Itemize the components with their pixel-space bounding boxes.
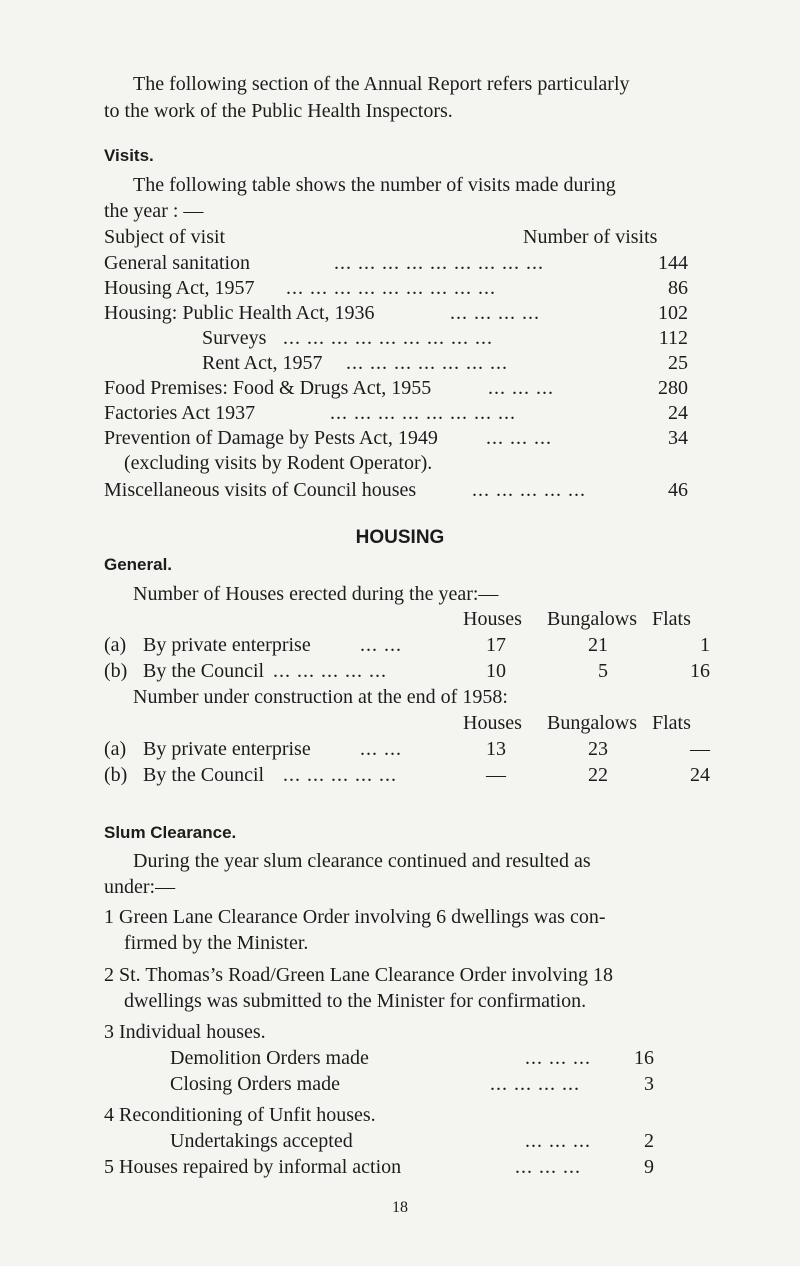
visit-row-label: (excluding visits by Rodent Operator). <box>124 452 433 474</box>
bungalows-value: 22 <box>588 764 608 786</box>
flats-value: 16 <box>690 660 710 682</box>
leader-dots: ... ... ... ... ... ... ... ... ... <box>286 277 496 299</box>
slum-item-2-line-1: 2 St. Thomas’s Road/Green Lane Clearance Order involving 18 <box>104 964 613 986</box>
visit-row-label: Factories Act 1937 <box>104 402 256 424</box>
slum-item-5-label: 5 Houses repaired by informal action <box>104 1156 402 1178</box>
col-flats-header: Flats <box>652 712 691 734</box>
demolition-label: Demolition Orders made <box>170 1047 369 1069</box>
row-label: By the Council <box>143 764 265 786</box>
slum-heading: Slum Clearance. <box>104 823 237 842</box>
leader-dots: ... ... ... <box>515 1156 581 1178</box>
visit-row-value: 25 <box>668 352 688 374</box>
slum-item-2-line-2: dwellings was submitted to the Minister for confirmation. <box>124 990 587 1012</box>
visit-row-value: 24 <box>668 402 688 424</box>
visit-row-label: Prevention of Damage by Pests Act, 1949 <box>104 427 438 449</box>
visits-intro-1: The following table shows the number of visits made during <box>133 174 616 196</box>
houses-value: 17 <box>486 634 506 656</box>
leader-dots: ... ... ... ... <box>450 302 540 324</box>
visit-row-label: Rent Act, 1957 <box>202 352 323 374</box>
row-label: By private enterprise <box>143 738 311 760</box>
slum-item-1-line-2: firmed by the Minister. <box>124 932 309 954</box>
slum-item-1-line-1: 1 Green Lane Clearance Order involving 6 dwellings was con- <box>104 906 606 928</box>
undertakings-value: 2 <box>644 1130 654 1152</box>
visit-row-label: Miscellaneous visits of Council houses <box>104 479 417 501</box>
visit-row-value: 86 <box>668 277 688 299</box>
leader-dots: ... ... ... ... ... ... ... <box>346 352 508 374</box>
houses-value: — <box>486 764 506 786</box>
housing-title: HOUSING <box>355 527 445 548</box>
bungalows-value: 23 <box>588 738 608 760</box>
slum-item-3: 3 Individual houses. <box>104 1021 266 1043</box>
visit-row-value: 34 <box>668 427 688 449</box>
visit-row-label: Housing: Public Health Act, 1936 <box>104 302 375 324</box>
leader-dots: ... ... ... ... ... ... ... ... ... <box>283 327 493 349</box>
slum-intro-1: During the year slum clearance continued and resulted as <box>133 850 591 872</box>
leader-dots: ... ... ... <box>488 377 554 399</box>
general-heading: General. <box>104 555 173 574</box>
leader-dots: ... ... ... ... ... <box>472 479 586 501</box>
flats-value: 24 <box>690 764 710 786</box>
slum-item-5-value: 9 <box>644 1156 654 1178</box>
visit-row-label: Housing Act, 1957 <box>104 277 255 299</box>
leader-dots: ... ... ... ... <box>490 1073 580 1095</box>
leader-dots: ... ... ... ... ... ... ... ... ... <box>334 252 544 274</box>
erected-intro: Number of Houses erected during the year:— <box>133 583 499 605</box>
flats-value: 1 <box>700 634 710 656</box>
col-number-header: Number of visits <box>523 226 658 248</box>
page-number: 18 <box>392 1199 408 1216</box>
bungalows-value: 5 <box>598 660 608 682</box>
visit-row-value: 280 <box>658 377 688 399</box>
visit-row-value: 102 <box>658 302 688 324</box>
row-tag: (b) <box>104 764 128 786</box>
leader-dots: ... ... <box>360 738 402 760</box>
col-houses-header: Houses <box>463 712 522 734</box>
construction-intro: Number under construction at the end of 1958: <box>133 686 508 708</box>
intro-line-1: The following section of the Annual Report refers particularly <box>133 73 630 95</box>
col-bungalows-header: Bungalows <box>547 712 637 734</box>
houses-value: 10 <box>486 660 506 682</box>
leader-dots: ... ... ... ... ... <box>273 660 387 682</box>
visits-intro-2: the year : — <box>104 200 204 222</box>
visit-row-value: 46 <box>668 479 688 501</box>
flats-value: — <box>690 738 710 760</box>
slum-intro-2: under:— <box>104 876 176 898</box>
leader-dots: ... ... ... <box>525 1130 591 1152</box>
row-tag: (a) <box>104 634 127 656</box>
visit-row-value: 112 <box>658 327 688 349</box>
closing-value: 3 <box>644 1073 654 1095</box>
leader-dots: ... ... ... <box>525 1047 591 1069</box>
visit-row-value: 144 <box>658 252 688 274</box>
leader-dots: ... ... <box>360 634 402 656</box>
closing-label: Closing Orders made <box>170 1073 340 1095</box>
intro-line-2: to the work of the Public Health Inspectors. <box>104 100 453 122</box>
houses-value: 13 <box>486 738 506 760</box>
row-label: By the Council <box>143 660 265 682</box>
col-bungalows-header: Bungalows <box>547 608 637 630</box>
leader-dots: ... ... ... <box>486 427 552 449</box>
slum-item-4: 4 Reconditioning of Unfit houses. <box>104 1104 376 1126</box>
demolition-value: 16 <box>634 1047 654 1069</box>
visits-heading: Visits. <box>104 146 154 165</box>
visit-row-label: Food Premises: Food & Drugs Act, 1955 <box>104 377 432 399</box>
row-tag: (a) <box>104 738 127 760</box>
col-houses-header: Houses <box>463 608 522 630</box>
bungalows-value: 21 <box>588 634 608 656</box>
row-tag: (b) <box>104 660 128 682</box>
visit-row-label: General sanitation <box>104 252 251 274</box>
undertakings-label: Undertakings accepted <box>170 1130 353 1152</box>
col-flats-header: Flats <box>652 608 691 630</box>
row-label: By private enterprise <box>143 634 311 656</box>
col-subject-header: Subject of visit <box>104 226 226 248</box>
visit-row-label: Surveys <box>202 327 267 349</box>
leader-dots: ... ... ... ... ... ... ... ... <box>330 402 516 424</box>
leader-dots: ... ... ... ... ... <box>283 764 397 786</box>
